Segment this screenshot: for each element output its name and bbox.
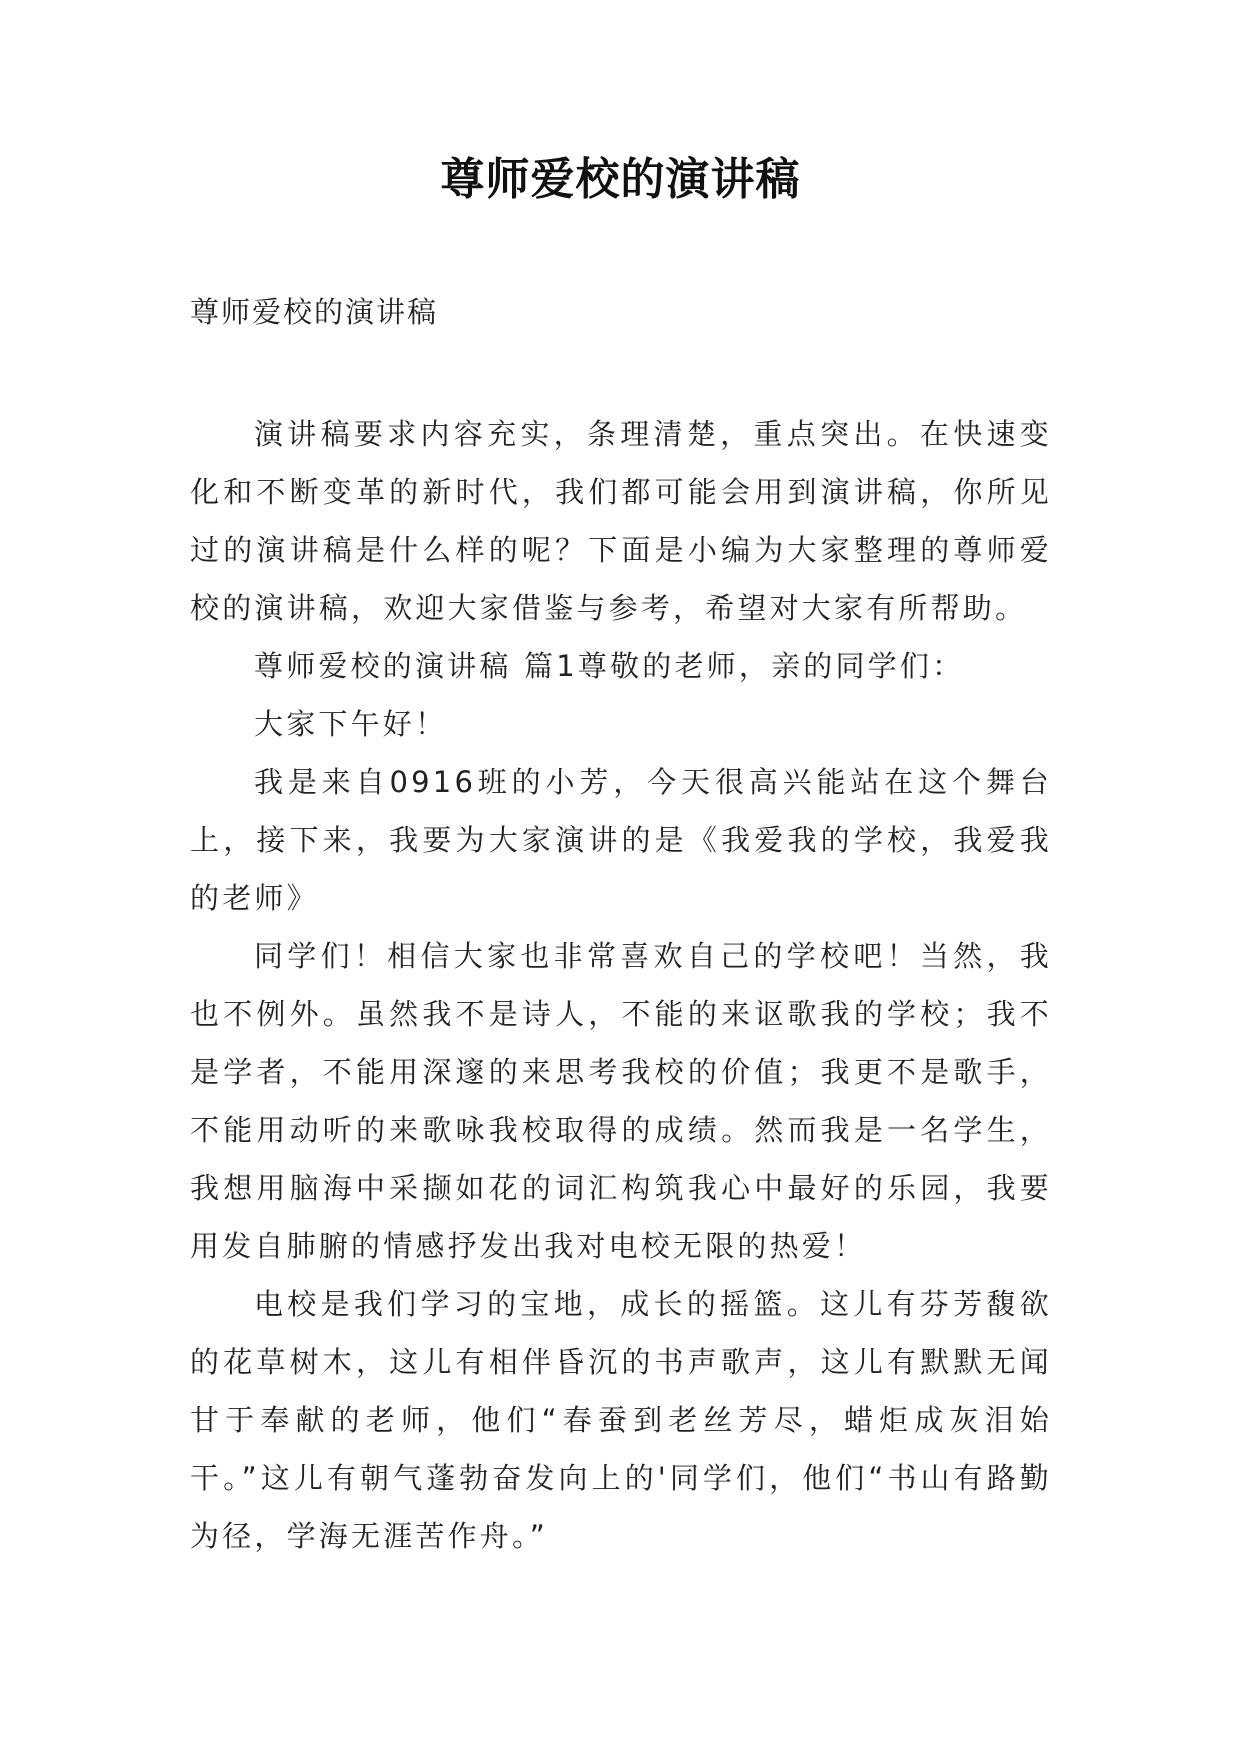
paragraph-intro: 演讲稿要求内容充实，条理清楚，重点突出。在快速变化和不断变革的新时代，我们都可能会用到演讲稿，你所见过的演讲稿是什么样的呢？下面是小编为大家整理的尊师爱校的演讲稿，欢迎大家借鉴与参考，希望对大家有所帮助。 [190,417,1052,625]
paragraph-love-school: 同学们！相信大家也非常喜欢自己的学校吧！当然，我也不例外。虽然我不是诗人，不能的来讴歌我的学校；我不是学者，不能用深邃的来思考我校的价值；我更不是歌手，不能用动听的来歌咏我校取得的成绩。然而我是一名学生，我想用脑海中采撷如花的词汇构筑我心中最好的乐园，我要用发自肺腑的情感抒发出我对电校无限的热爱！ [190,939,1052,1263]
paragraph-self-introduction: 我是来自0916班的小芳，今天很高兴能站在这个舞台上，接下来，我要为大家演讲的是《我爱我的学校，我爱我的老师》 [190,765,1052,915]
document-title: 尊师爱校的演讲稿 [440,154,801,205]
paragraph-greeting-heading: 尊师爱校的演讲稿 篇1尊敬的老师，亲的同学们： [254,649,965,683]
document-body [190,405,1052,1565]
document-subtitle: 尊师爱校的演讲稿 [190,295,439,329]
paragraph-greeting: 大家下午好！ [254,707,448,741]
paragraph-school-description: 电校是我们学习的宝地，成长的摇篮。这儿有芬芳馥欲的花草树木，这儿有相伴昏沉的书声歌声，这儿有默默无闻甘于奉献的老师，他们“春蚕到老丝芳尽，蜡炬成灰泪始干。”这儿有朝气蓬勃奋发向上的'同学们，他们“书山有路勤为径，学海无涯苦作舟。” [190,1287,1052,1553]
